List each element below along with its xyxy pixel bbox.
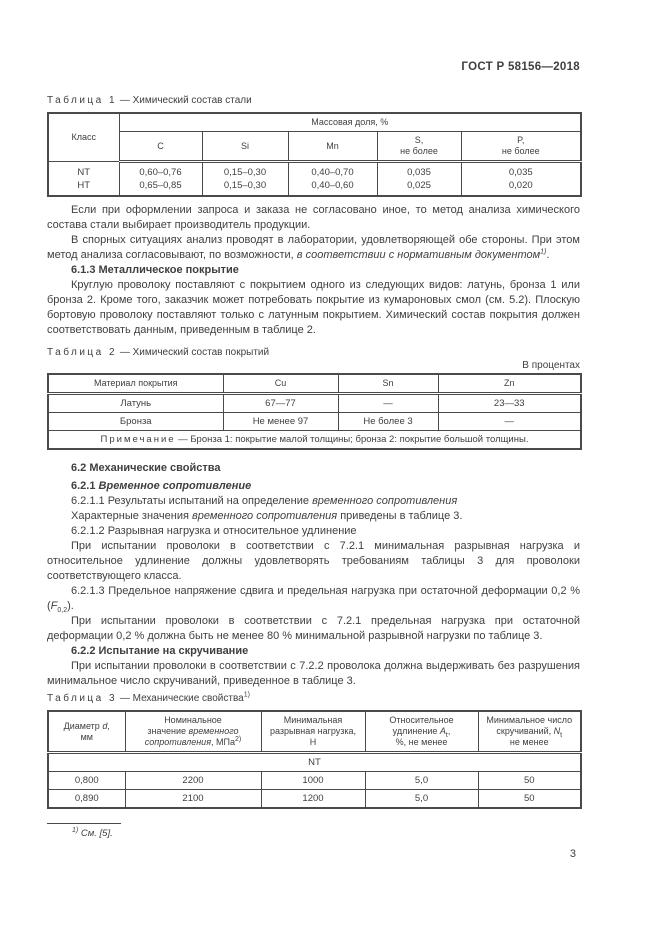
table3-data-row [48,772,581,790]
footnote-marker: 1) [72,826,79,834]
table1-header-p-symbol: P, [517,135,525,145]
table-cell: 50 [478,790,581,809]
page-content [47,0,580,860]
header-text: Н [309,737,317,747]
symbol-d: d [102,720,108,731]
paragraph: 6.2.1.2 Разрывная нагрузка и относительное удлинение [71,525,357,537]
symbol-a: A [439,726,446,736]
header-text: Минимальное число [486,715,573,725]
heading-621-title: Временное сопротивление [98,480,252,492]
paragraph-italic-text: временного сопротивления [192,510,338,522]
header-text: , МПа [211,737,235,747]
table1-sub-header-row [48,132,581,162]
table-cell: Бронза [48,413,223,431]
paragraph: При испытании проволоки в соответствии с 7.2.1 минимальная разрывная нагрузка и относительное удлинение должны удовлетворять требованиям таблицы 3 для проволоки соответствующего класса. [47,540,580,582]
table3-header-diameter [48,711,125,753]
table2-header-sn: Sn [338,374,438,394]
table2-caption [47,346,580,360]
table1-header-s-qualifier: не более [400,146,438,156]
footnote-divider [47,823,121,824]
table3-caption-label: Таблица 3 [47,693,118,704]
table3-class-label: NT [48,753,581,772]
paragraph [47,509,580,524]
header-text: скручиваний, [496,726,554,736]
table-cell: 2200 [125,772,261,790]
paragraph: При испытании проволоки в соответствии с 7.2.1 предельная нагрузка при остаточной деформации 0,2 % должна быть не менее 80 % минимальной разрывной нагрузки по таблице 3. [47,615,580,642]
section-613-text [47,203,580,338]
section-62-text [47,461,580,689]
paragraph [47,584,580,614]
table1-caption-label: Таблица 1 [47,95,118,106]
table2-header-row [48,374,581,394]
footnote-block [47,823,580,840]
table-cell: 0,65–0,85 [119,179,202,196]
paragraph-italic-text: в соответствии с нормативным документом [296,249,541,261]
table-cell: 0,020 [461,179,581,196]
table2-caption-label: Таблица 2 [47,347,118,358]
table3-data-row [48,790,581,809]
table2-caption-text: — Химический состав покрытий [119,347,270,358]
table3-header-breaking-load [261,711,365,753]
table3-header-nominal-strength [125,711,261,753]
paragraph: Круглую проволоку поставляют с покрытием одного из следующих видов: латунь, бронза 1 или бронза 2. Кроме того, заказчик может потребовать покрытие из кумароновых смол (см. 5.2). Плоскую бортовую проволоку поставляют только с латунным покрытием. Химический состав покрытия должен соответствовать данным, приведенным в таблице 2. [47,279,580,336]
table-cell: 0,60–0,76 [119,162,202,180]
table-cell: 0,035 [461,162,581,180]
header-text: Минимальная [283,715,343,725]
table1-header-s [377,132,461,162]
table3-caption-text: — Механические свойства [119,693,244,704]
footnote [47,827,580,840]
table1-header-class: Класс [48,113,119,162]
table1-header-p-qualifier: не более [501,146,540,156]
header-text: не менее [509,737,549,747]
table-cell: 1200 [261,790,365,809]
page-number: 3 [569,848,576,860]
table1-row-nt [48,162,581,180]
paragraph: При испытании проволоки в соответствии с 7.2.2 проволока должна выдерживать без разрушения минимальное число скручиваний, приведенное в таблице 3. [47,660,580,687]
table-cell: 0,40–0,70 [288,162,377,180]
table-cell: NT [48,162,119,180]
paragraph-italic-text: временного сопротивления [312,495,458,507]
table-cell: 5,0 [365,790,478,809]
table-cell: HT [48,179,119,196]
paragraph: Если при оформлении запроса и заказа не согласовано иное, то метод анализа химического состава стали выбирает производитель продукции. [47,204,580,231]
paragraph-text: . [546,249,550,261]
table3-group-row-nt [48,753,581,772]
table-cell: 0,40–0,60 [288,179,377,196]
table2-header-cu: Cu [223,374,338,394]
paragraph-text: приведены в таблице 3. [337,510,463,522]
table1-header-si: Si [202,132,288,162]
paragraph-text: ). [67,600,74,612]
table1-header-mass-fraction: Массовая доля, % [119,113,581,132]
table2-note-text: — Бронза 1: покрытие малой толщины; бронза 2: покрытие большой толщины. [175,434,529,445]
table-cell: 67—77 [223,394,338,413]
table2-note-label: Примечание [100,434,176,445]
table2-unit-note: В процентах [522,360,580,371]
table1-row-ht [48,179,581,196]
table2-header-material: Материал покрытия [48,374,223,394]
paragraph [47,233,580,263]
symbol-f-subscript: 0,2 [57,607,68,615]
footnote-marker: 1) [243,691,250,699]
table2-chemical-composition-coatings [47,373,582,450]
table-cell: 50 [478,772,581,790]
table-cell: 0,800 [48,772,125,790]
heading-613: 6.1.3 Металлическое покрытие [71,264,239,276]
table1-caption [47,94,580,108]
paragraph-text: Характерные значения [71,510,193,522]
header-text: Относительное [389,715,454,725]
symbol-f: F [50,600,58,612]
header-text: мм [80,731,93,742]
header-text: Номинальное [164,715,222,725]
header-text: , [107,720,110,731]
table3-mechanical-properties [47,710,582,809]
table-cell: 0,15–0,30 [202,162,288,180]
table3-header-twists [478,711,581,753]
symbol-n: N [553,726,561,736]
table-cell: Не менее 97 [223,413,338,431]
footnote-text: См. [5]. [78,828,113,839]
table2-row-bronze [48,413,581,431]
paragraph-text: 6.2.1.3 Предельное напряжение сдвига и предельная нагрузка при остаточной деформации 0,2 % ( [47,585,580,612]
table-cell: 0,15–0,30 [202,179,288,196]
table1-group-header-row [48,113,581,132]
header-text: , [447,726,451,736]
header-text: Диаметр [63,720,103,731]
table-cell: 2100 [125,790,261,809]
heading-621 [47,479,580,494]
table1-header-c: C [119,132,202,162]
table2-note [48,431,581,450]
table-cell: Не более 3 [338,413,438,431]
heading-622: 6.2.2 Испытание на скручивание [71,645,249,657]
header-text: разрывная нагрузка, [269,726,357,736]
paragraph-text: 6.2.1.1 Результаты испытаний на определение [71,495,313,507]
heading-62: 6.2 Механические свойства [71,462,221,474]
footnote-marker: 2) [234,736,242,743]
symbol-a-subscript: t [445,731,448,739]
header-italic-text: временного [188,726,239,736]
table3-caption [47,692,580,706]
table-cell: 23—33 [438,394,581,413]
table3-header-elongation [365,711,478,753]
table2-header-zn: Zn [438,374,581,394]
table1-header-p [461,132,581,162]
doc-code: ГОСТ Р 58156—2018 [461,61,580,73]
table-cell: 0,025 [377,179,461,196]
paragraph [47,494,580,509]
table-cell: — [438,413,581,431]
table-cell: 1000 [261,772,365,790]
table-cell: 0,035 [377,162,461,180]
paragraph-text: В спорных ситуациях анализ проводят в лаборатории, удовлетворяющей обе стороны. При этом метод анализа согласовывают, по возможности, [47,234,580,261]
table2-row-brass [48,394,581,413]
table-cell: — [338,394,438,413]
table-cell: 5,0 [365,772,478,790]
table-cell: Латунь [48,394,223,413]
footnote-marker: 1) [540,248,547,256]
table1-chemical-composition-steel [47,112,582,197]
table2-note-row [48,431,581,450]
table3-header-row [48,711,581,753]
table1-caption-text: — Химический состав стали [119,95,252,106]
table1-header-mn: Mn [288,132,377,162]
header-text: значение [147,726,189,736]
heading-621-number: 6.2.1 [71,480,99,492]
header-text: удлинение [392,726,440,736]
header-text: %, не менее [395,737,448,747]
table1-header-s-symbol: S, [414,135,424,145]
symbol-n-subscript: t [560,731,563,739]
table-cell: 0,890 [48,790,125,809]
header-italic-text: сопротивления [144,737,211,747]
